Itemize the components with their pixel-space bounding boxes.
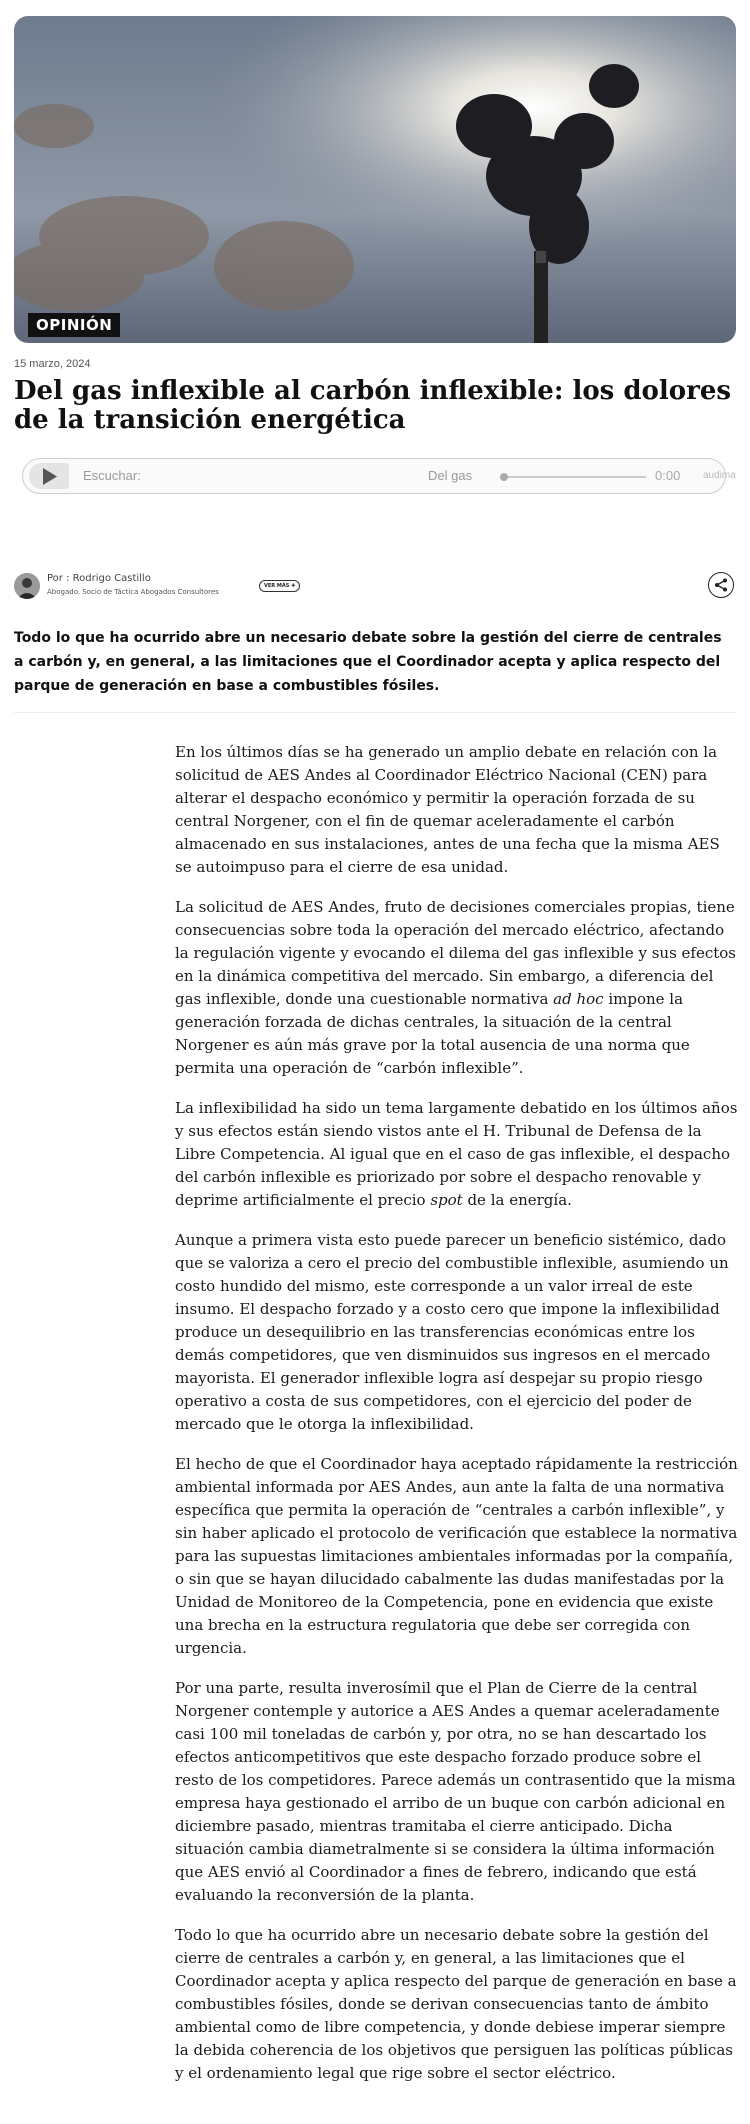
article-lead: Todo lo que ha ocurrido abre un necesario debate sobre la gestión del cierre de centrales a carbón y, en general, a las limitaciones que el Coordinador acepta y aplica respecto del parque de generación en base a combustibles fósiles. bbox=[14, 630, 722, 694]
play-button[interactable] bbox=[29, 463, 69, 489]
article-title: Del gas inflexible al carbón inflexible: los dolores de la transición energética bbox=[14, 376, 731, 435]
listen-label: Escuchar: bbox=[83, 468, 141, 483]
author-block bbox=[14, 572, 736, 602]
author-name[interactable]: Por : Rodrigo Castillo bbox=[47, 573, 151, 584]
audio-player bbox=[22, 458, 736, 494]
hero-image bbox=[14, 16, 736, 343]
play-icon bbox=[42, 468, 58, 485]
author-role: Abogado. Socio de Táctica Abogados Consultores bbox=[47, 588, 219, 596]
share-icon bbox=[714, 578, 728, 592]
body-paragraph: La solicitud de AES Andes, fruto de decisiones comerciales propias, tiene consecuencias sobre toda la operación del mercado eléctrico, afectando la regulación vigente y evocando el dilema del gas inflexible y sus efectos en la dinámica competitiva del mercado. Sin embargo, a diferencia del gas inflexible, donde una cuestionable normativa ad hoc impone la generación forzada de dichas centrales, la situación de la central Norgener es aún más grave por la total ausencia de una norma que permita una operación de “carbón inflexible”. bbox=[175, 898, 737, 1077]
body-paragraph: El hecho de que el Coordinador haya aceptado rápidamente la restricción ambiental informada por AES Andes, aun ante la falta de una normativa específica que permita la operación de “centrales a carbón inflexible”, y sin haber aplicado el protocolo de verificación que establece la normativa para las supuestas limitaciones ambientales informadas por la compañía, o sin que se hayan dilucidado cabalmente las dudas manifestadas por la Unidad de Monitoreo de la Competencia, pone en evidencia que existe una brecha en la estructura regulatoria que debe ser corregida con urgencia. bbox=[175, 1455, 738, 1657]
progress-bar[interactable] bbox=[503, 476, 646, 478]
body-paragraph: Todo lo que ha ocurrido abre un necesario debate sobre la gestión del cierre de centrales a carbón y, en general, a las limitaciones que el Coordinador acepta y aplica respecto del parque de generación en base a combustibles fósiles, donde se derivan consecuencias tanto de ámbito ambiental como de libre competencia, y donde debiese imperar siempre la debida coherencia de los objetivos que persiguen las políticas públicas y el ordenamiento legal que rige sobre el sector eléctrico. bbox=[175, 1926, 737, 2082]
publish-date: 15 marzo, 2024 bbox=[14, 358, 91, 370]
author-avatar bbox=[14, 573, 40, 599]
category-tag[interactable]: OPINIÓN bbox=[28, 313, 120, 337]
see-more-button[interactable]: VER MÁS ✚ bbox=[259, 580, 300, 592]
divider bbox=[14, 712, 736, 713]
body-paragraph: Por una parte, resulta inverosímil que el Plan de Cierre de la central Norgener contemple y autorice a AES Andes a quemar aceleradamente casi 100 mil toneladas de carbón y, por otra, no se han descartado los efectos anticompetitivos que este despacho forzado produce sobre el resto de los competidores. Parece además un contrasentido que la misma empresa haya gestionado el arribo de un buque con carbón adicional en diciembre pasado, mientras tramitaba el cierre anticipado. Dicha situación cambia diametralmente si se considera la última información que AES envió al Coordinador a fines de febrero, indicando que está evaluando la reconversión de la planta. bbox=[175, 1679, 736, 1904]
track-title: Del gas bbox=[428, 468, 473, 483]
playback-time: 0:00 bbox=[655, 468, 681, 483]
progress-knob[interactable] bbox=[500, 473, 508, 481]
player-brand: audima bbox=[703, 470, 736, 481]
body-paragraph: Aunque a primera vista esto puede parecer un beneficio sistémico, dado que se valoriza a cero el precio del combustible inflexible, asumiendo un costo hundido del mismo, este corresponde a un valor irreal de este insumo. El despacho forzado y a costo cero que impone la inflexibilidad produce un desequilibrio en las transferencias económicas entre los demás competidores, que ven disminuidos sus ingresos en el mercado mayorista. El generador inflexible logra así despejar su propio riesgo operativo a costa de sus competidores, con el ejercicio del poder de mercado que le otorga la inflexibilidad. bbox=[175, 1231, 729, 1433]
body-paragraph: En los últimos días se ha generado un amplio debate en relación con la solicitud de AES Andes al Coordinador Eléctrico Nacional (CEN) para alterar el despacho económico y permitir la operación forzada de su central Norgener, con el fin de quemar aceleradamente el carbón almacenado en sus instalaciones, antes de una fecha que la misma AES se autoimpuso para el cierre de esa unidad. bbox=[175, 743, 720, 876]
body-paragraph: La inflexibilidad ha sido un tema largamente debatido en los últimos años y sus efectos están siendo vistos ante el H. Tribunal de Defensa de la Libre Competencia. Al igual que en el caso de gas inflexible, el despacho del carbón inflexible es priorizado por sobre el despacho renovable y deprime artificialmente el precio spot de la energía. bbox=[175, 1099, 738, 1209]
article-body bbox=[175, 741, 740, 2102]
share-button[interactable] bbox=[708, 572, 734, 598]
